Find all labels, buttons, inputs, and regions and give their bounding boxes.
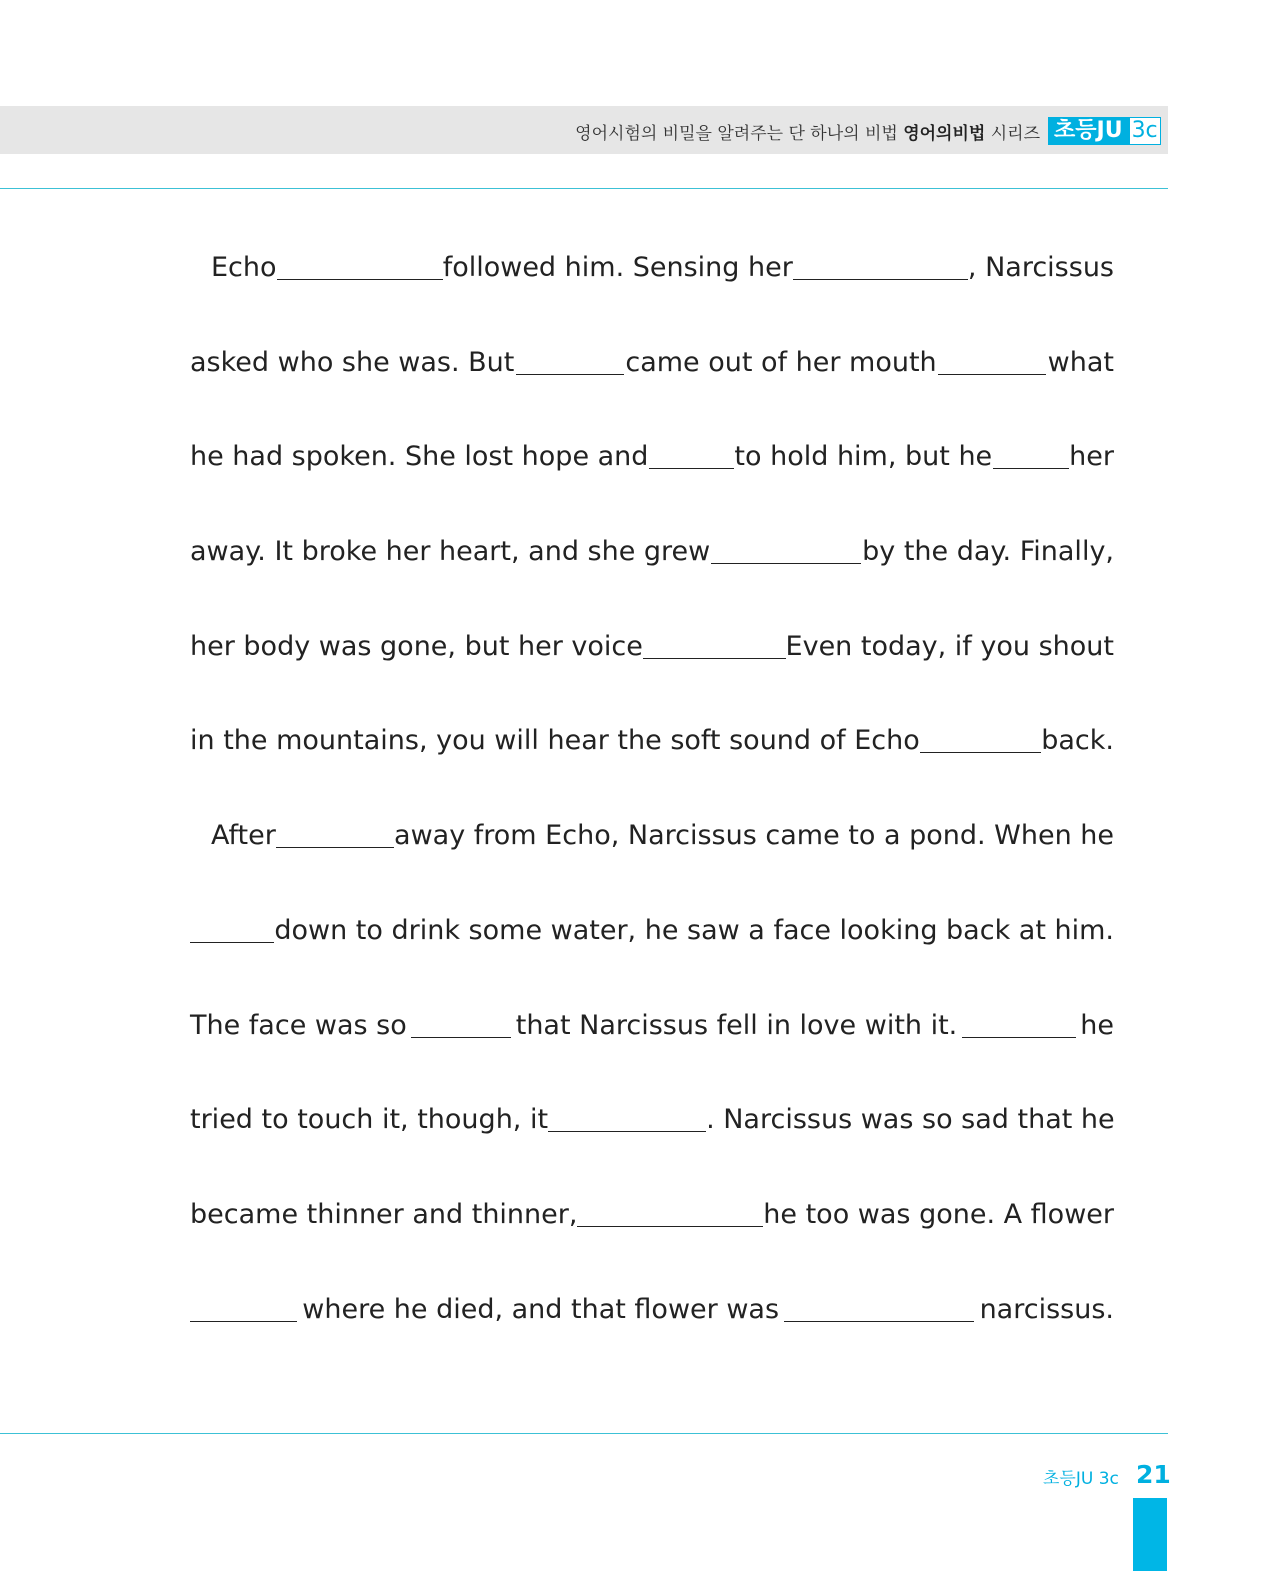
passage-text: he [1080, 1009, 1114, 1041]
passage-text: away from Echo, Narcissus came to a pond. When he [394, 820, 1114, 852]
passage-line [190, 1097, 1114, 1192]
top-divider [0, 188, 1168, 189]
passage-line [190, 718, 1114, 813]
passage-line [190, 1192, 1114, 1287]
passage-text: down to drink some water, he saw a face looking back at him. [274, 914, 1114, 946]
series-badge-level: 3c [1129, 117, 1161, 145]
passage-text: Echo [211, 252, 277, 283]
passage-line [190, 813, 1114, 908]
passage-line [190, 624, 1114, 719]
series-badge [1048, 117, 1161, 145]
answer-blank[interactable] [516, 340, 624, 375]
answer-blank[interactable] [649, 434, 734, 469]
passage-text: narcissus. [979, 1293, 1114, 1325]
passage-text: what [1047, 346, 1114, 378]
answer-blank[interactable] [962, 1003, 1076, 1038]
passage-line [190, 245, 1114, 340]
passage-line [190, 340, 1114, 435]
answer-blank[interactable] [190, 1287, 297, 1322]
passage-line [190, 908, 1114, 1003]
answer-blank[interactable] [784, 1287, 974, 1322]
passage-text: The face was so [190, 1009, 407, 1041]
answer-blank[interactable] [411, 1003, 511, 1038]
header-tagline [0, 119, 1040, 144]
header-tagline-text: 영어시험의 비밀을 알려주는 단 하나의 비법 [575, 124, 904, 144]
passage-text: where he died, and that flower was [302, 1293, 780, 1325]
passage-text: back. [1041, 725, 1114, 757]
answer-blank[interactable] [577, 1192, 763, 1227]
cloze-passage [190, 245, 1114, 1381]
answer-blank[interactable] [277, 245, 443, 280]
passage-line [190, 529, 1114, 624]
passage-text: he too was gone. A flower [763, 1198, 1114, 1230]
passage-text: her [1069, 441, 1114, 473]
passage-text: that Narcissus fell in love with it. [515, 1009, 958, 1041]
answer-blank[interactable] [548, 1097, 706, 1132]
series-badge-main: 초등JU [1048, 117, 1129, 145]
passage-text: tried to touch it, though, it [190, 1104, 549, 1136]
passage-text: her body was gone, but her voice [190, 630, 643, 662]
answer-blank[interactable] [643, 624, 786, 659]
header-brand: 영어의비법 [903, 124, 986, 144]
passage-line [190, 1287, 1114, 1382]
answer-blank[interactable] [190, 908, 274, 943]
passage-text: . Narcissus was so sad that he [706, 1104, 1115, 1136]
passage-text: he had spoken. She lost hope and [190, 441, 649, 473]
passage-text: by the day. Finally, [862, 536, 1114, 568]
answer-blank[interactable] [793, 245, 968, 280]
answer-blank[interactable] [711, 529, 861, 564]
passage-text: in the mountains, you will hear the soft sound of Echo [190, 725, 920, 757]
passage-text: Even today, if you shout [785, 630, 1114, 662]
answer-blank[interactable] [276, 813, 394, 848]
passage-text: , Narcissus [967, 252, 1114, 283]
page-number: 21 [1136, 1460, 1171, 1489]
answer-blank[interactable] [920, 718, 1041, 753]
passage-text: followed him. Sensing her [442, 252, 793, 283]
passage-text: away. It broke her heart, and she grew [190, 536, 711, 568]
passage-text: to hold him, but he [734, 441, 993, 473]
passage-line [190, 1003, 1114, 1098]
passage-text: became thinner and thinner, [190, 1198, 578, 1230]
footer-series-label: 초등JU 3c [1043, 1469, 1119, 1489]
page-edge-tab [1133, 1498, 1167, 1571]
bottom-divider [0, 1433, 1168, 1434]
passage-line [190, 434, 1114, 529]
header-series-suffix: 시리즈 [985, 124, 1040, 144]
answer-blank[interactable] [993, 434, 1069, 469]
answer-blank[interactable] [938, 340, 1046, 375]
passage-text: asked who she was. But [190, 346, 515, 378]
passage-text: After [211, 820, 276, 852]
passage-text: came out of her mouth [625, 346, 937, 378]
